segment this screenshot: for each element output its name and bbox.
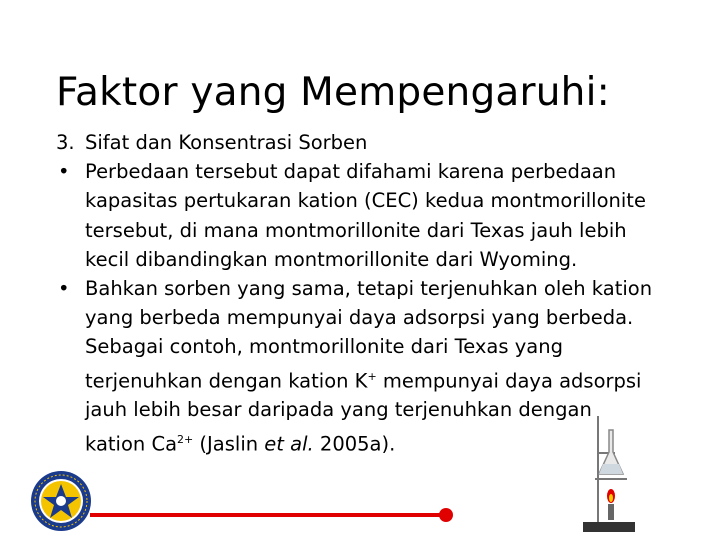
bullet-text: Bahkan sorben yang sama, tetapi terjenuhkan oleh kation yang berbeda mempunyai daya adsorpsi yang berbeda. Sebagai contoh, montmorillonite dari Texas yang terjenuhkan dengan kation K+ mempunyai daya adsorpsi jauh lebih besar daripada yang terjenuhkan dengan kation $Ca^{2+}$ (Jaslin et al. 2005a).	[85, 277, 653, 456]
bullet-marker: •	[58, 277, 70, 301]
footer-line	[90, 513, 446, 517]
superscript: +	[367, 369, 377, 383]
numbered-item	[56, 128, 656, 157]
item-title: Sifat dan Konsentrasi Sorben	[85, 131, 368, 154]
slide-title: Faktor yang Mempengaruhi:	[56, 70, 610, 115]
lab-burner-flask-icon	[575, 412, 645, 540]
bullet-text: Perbedaan tersebut dapat difahami karena perbedaan kapasitas pertukaran kation (CEC) kedua montmorillonite tersebut, di mana montmorillonite dari Texas jauh lebih kecil dibandingkan montmorillonite dari Wyoming.	[85, 160, 646, 271]
bullet-item	[56, 157, 656, 274]
bullet-marker: •	[58, 160, 70, 184]
italic-text: et al.	[264, 432, 314, 456]
footer-dot	[439, 508, 453, 522]
bullet-item	[56, 274, 656, 458]
university-seal-icon	[30, 470, 92, 532]
superscript: 2+	[177, 432, 194, 446]
item-number: 3.	[56, 131, 75, 154]
slide-content	[56, 128, 656, 458]
